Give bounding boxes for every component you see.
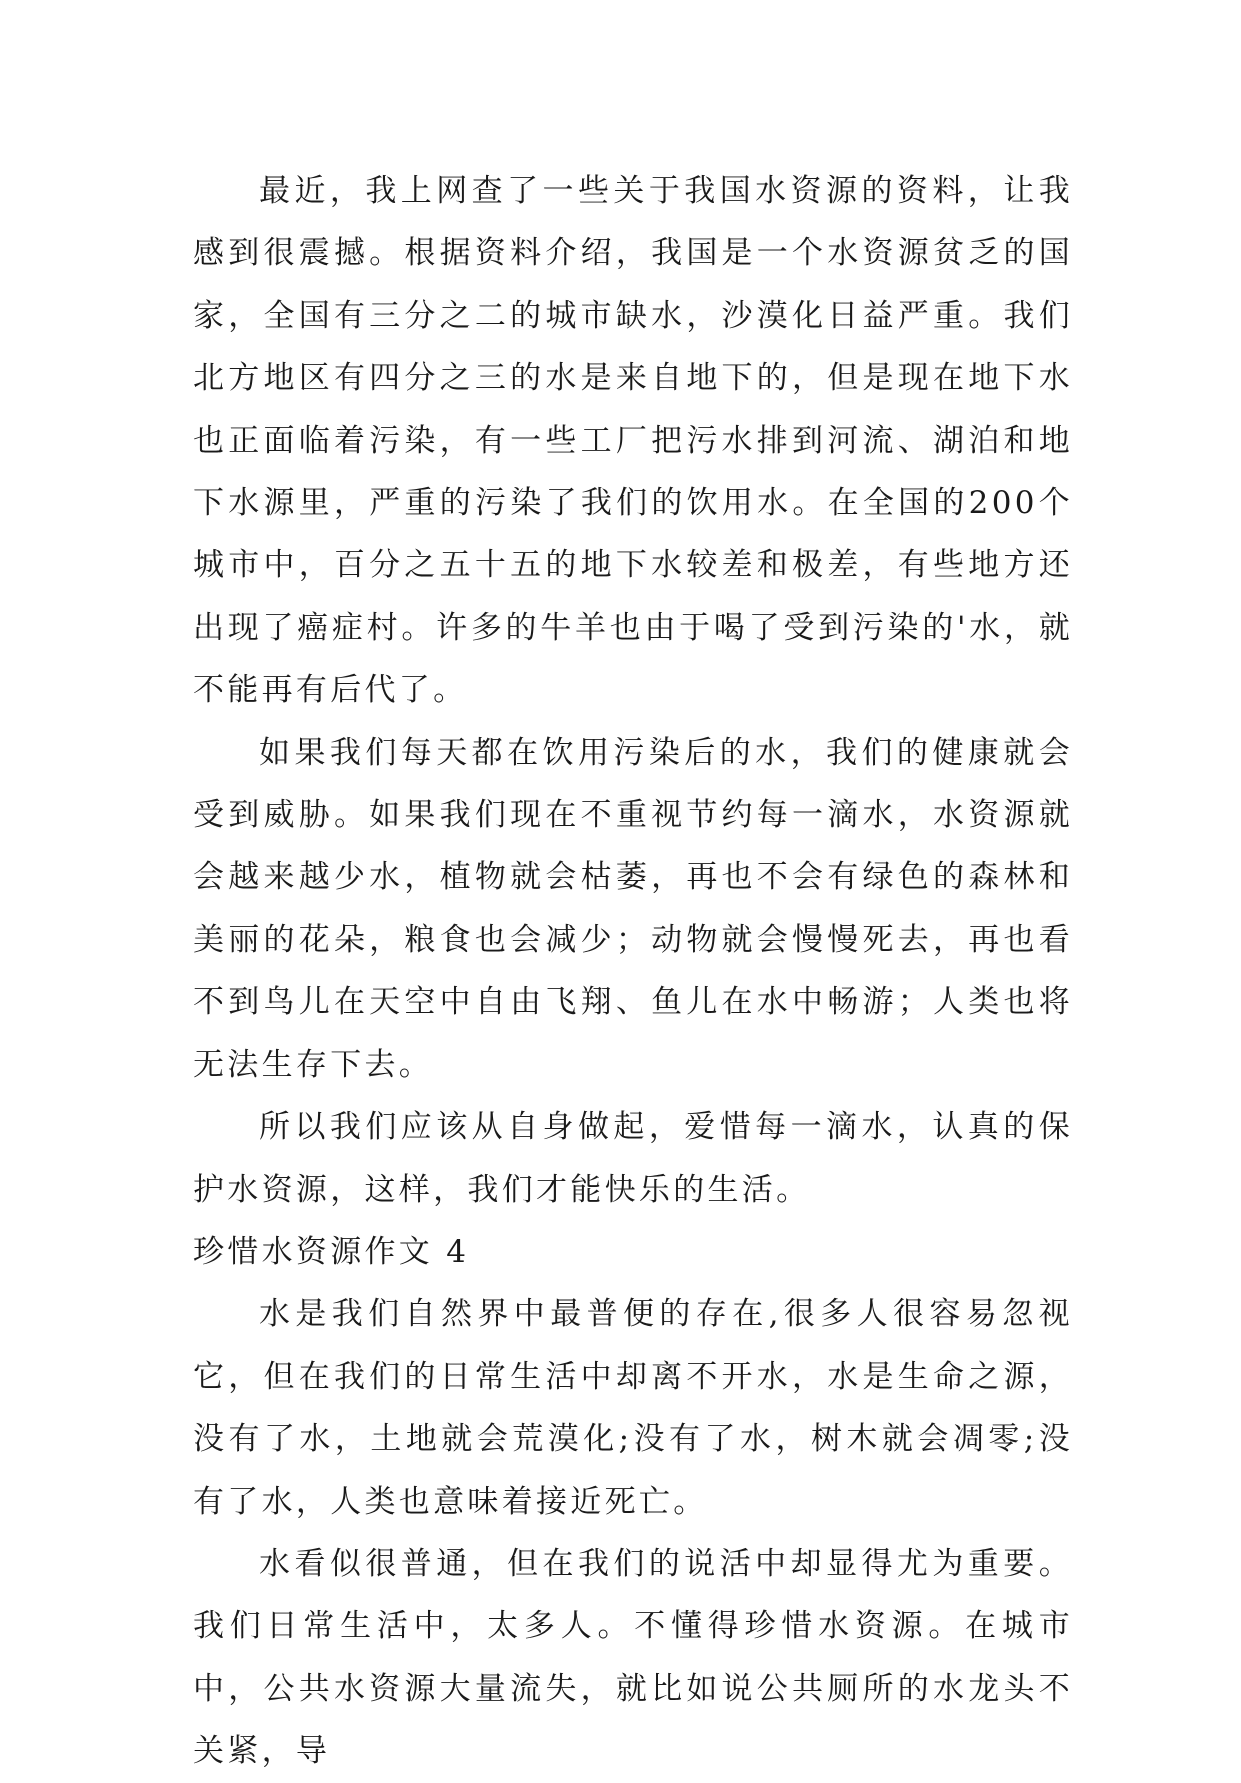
paragraph-call-to-action: 所以我们应该从自身做起，爱惜每一滴水，认真的保护水资源，这样，我们才能快乐的生活。 [193,1109,1073,1208]
document-page [193,160,1073,1783]
paragraph-water-importance: 水是我们自然界中最普便的存在,很多人很容易忽视它，但在我们的日常生活中却离不开水，水是生命之源，没有了水，土地就会荒漠化;没有了水，树木就会凋零;没有了水，人类也意味着接近死亡。 [193,1296,1073,1520]
paragraph-water-waste: 水看似很普通，但在我们的说活中却显得尤为重要。我们日常生活中，太多人。不懂得珍惜水资源。在城市中，公共水资源大量流失，就比如说公共厕所的水龙头不关紧，导 [193,1545,1073,1770]
section-heading: 珍惜水资源作文 4 [193,1233,470,1270]
paragraph-water-survey: 最近，我上网查了一些关于我国水资源的资料，让我感到很震撼。根据资料介绍，我国是一个水资源贫乏的国家，全国有三分之二的城市缺水，沙漠化日益严重。我们北方地区有四分之三的水是来自地下的，但是现在地下水也正面临着污染，有一些工厂把污水排到河流、湖泊和地下水源里，严重的污染了我们的饮用水。在全国的200个城市中，百分之五十五的地下水较差和极差，有些地方还出现了癌症村。许多的牛羊也由于喝了受到污染的'水，就不能再有后代了。 [193,173,1073,709]
paragraph-health-threat: 如果我们每天都在饮用污染后的水，我们的健康就会受到威胁。如果我们现在不重视节约每一滴水，水资源就会越来越少水，植物就会枯萎，再也不会有绿色的森林和美丽的花朵，粮食也会减少；动物就会慢慢死去，再也看不到鸟儿在天空中自由飞翔、鱼儿在水中畅游；人类也将无法生存下去。 [193,734,1073,1083]
